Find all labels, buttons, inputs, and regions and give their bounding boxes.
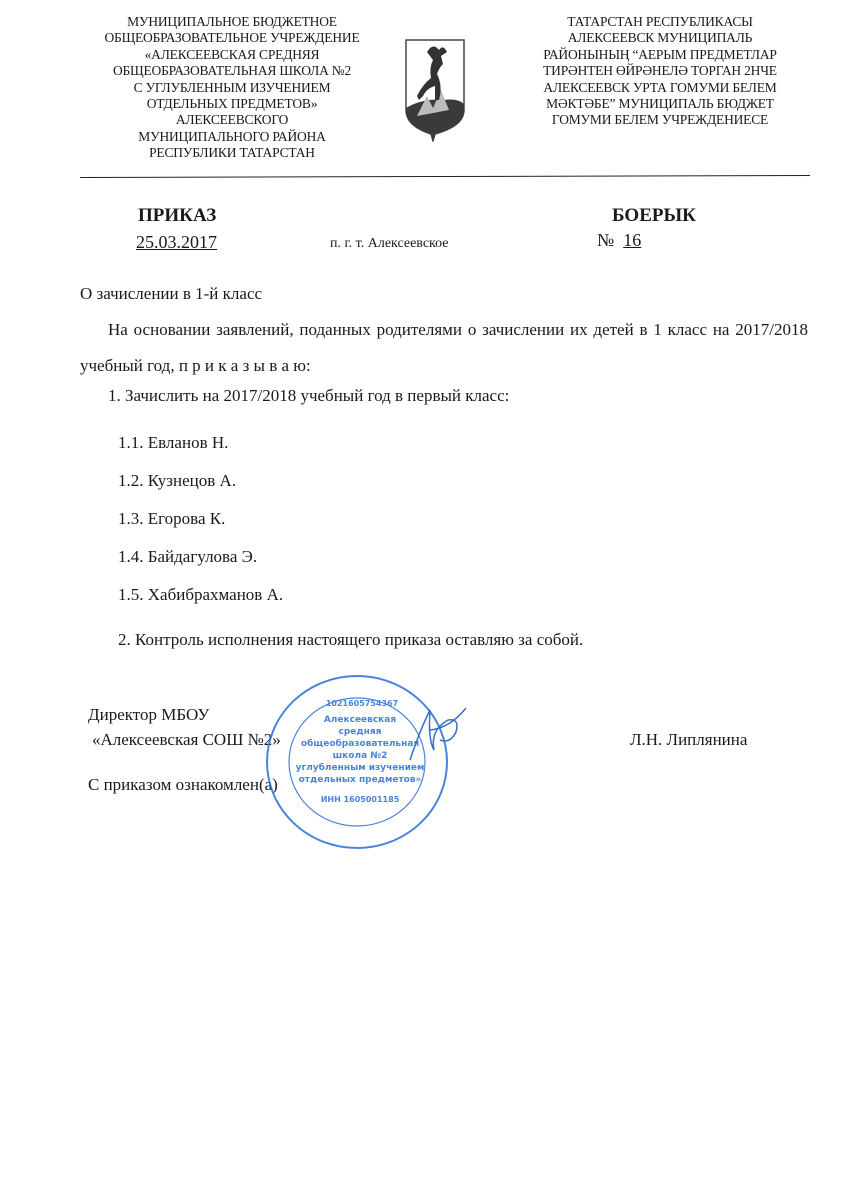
- header-line: ОБЩЕОБРАЗОВАТЕЛЬНАЯ ШКОЛА №2: [112, 63, 352, 79]
- stamp-line: отдельных предметов»: [298, 775, 422, 785]
- stamp-line: общеобразовательная: [300, 739, 420, 749]
- header-line: ТИРӘНТЕН ӨЙРӘНЕЛӘ ТОРГАН 2НЧЕ: [543, 63, 777, 79]
- order-title-ru: ПРИКАЗ: [138, 205, 217, 226]
- header-divider: [80, 175, 810, 178]
- student-item: 1.4. Байдагулова Э.: [118, 547, 258, 566]
- header-line: МӘКТӘБЕ” МУНИЦИПАЛЬ БЮДЖЕТ: [546, 96, 774, 112]
- signature: [400, 700, 470, 770]
- number-value: 16: [623, 230, 642, 250]
- header-left: [82, 14, 382, 162]
- stamp-line: углубленным изучением: [295, 763, 425, 773]
- header-line: МУНИЦИПАЛЬНОЕ БЮДЖЕТНОЕ: [127, 14, 337, 29]
- header-line: ТАТАРСТАН РЕСПУБЛИКАСЫ: [567, 14, 753, 29]
- stamp-line: школа №2: [332, 751, 388, 761]
- stamp-inn: ИНН 1605001185: [320, 795, 400, 804]
- student-item: 1.3. Егорова К.: [118, 509, 226, 528]
- item-2: 2. Контроль исполнения настоящего приказа оставляю за собой.: [118, 630, 584, 649]
- stamp-ogrn: 1021605754367: [325, 699, 399, 708]
- director-position-2: «Алексеевская СОШ №2»: [92, 730, 281, 749]
- item-1: 1. Зачислить на 2017/2018 учебный год в первый класс:: [108, 386, 510, 405]
- header-line: АЛЕКСЕЕВСКОГО: [175, 112, 289, 128]
- header-right: [508, 14, 812, 129]
- order-date: 25.03.2017: [136, 232, 217, 252]
- acknowledgement: С приказом ознакомлен(а): [88, 775, 278, 794]
- order-subject: О зачислении в 1-й класс: [80, 284, 263, 303]
- student-item: 1.2. Кузнецов А.: [118, 471, 237, 490]
- header-line: РАЙОНЫНЫҢ “АЕРЫМ ПРЕДМЕТЛАР: [543, 46, 777, 62]
- header-line: МУНИЦИПАЛЬНОГО РАЙОНА: [138, 128, 326, 144]
- director-name: Л.Н. Липлянина: [630, 730, 748, 749]
- header-line: «АЛЕКСЕЕВСКАЯ СРЕДНЯЯ: [144, 46, 320, 62]
- coat-of-arms-icon: [403, 38, 467, 142]
- header-line: ОБЩЕОБРАЗОВАТЕЛЬНОЕ УЧРЕЖДЕНИЕ: [104, 30, 360, 46]
- order-place: п. г. т. Алексеевское: [330, 236, 449, 251]
- director-position-1: Директор МБОУ: [88, 705, 210, 724]
- stamp-line: средняя: [338, 727, 382, 737]
- header-line: ГОМУМИ БЕЛЕМ УЧРЕЖДЕНИЕСЕ: [551, 112, 769, 128]
- order-number: [597, 230, 641, 251]
- header-line: ОТДЕЛЬНЫХ ПРЕДМЕТОВ»: [146, 96, 318, 112]
- header-line: РЕСПУБЛИКИ ТАТАРСТАН: [149, 145, 315, 161]
- preamble: На основании заявлений, поданных родителями о зачислении их детей в 1 класс на 2017/2018 учебный год, п р и к а з ы в а ю:: [80, 320, 808, 375]
- header-line: АЛЕКСЕЕВСК МУНИЦИПАЛЬ: [567, 30, 753, 46]
- stamp-line: Алексеевская: [323, 715, 397, 725]
- header-line: С УГЛУБЛЕННЫМ ИЗУЧЕНИЕМ: [133, 79, 331, 95]
- number-label: №: [597, 230, 615, 250]
- student-item: 1.5. Хабибрахманов А.: [118, 585, 284, 604]
- header-line: АЛЕКСЕЕВСК УРТА ГОМУМИ БЕЛЕМ: [543, 79, 777, 95]
- student-item: 1.1. Евланов Н.: [118, 433, 229, 452]
- order-title-tt: БОЕРЫК: [612, 205, 696, 226]
